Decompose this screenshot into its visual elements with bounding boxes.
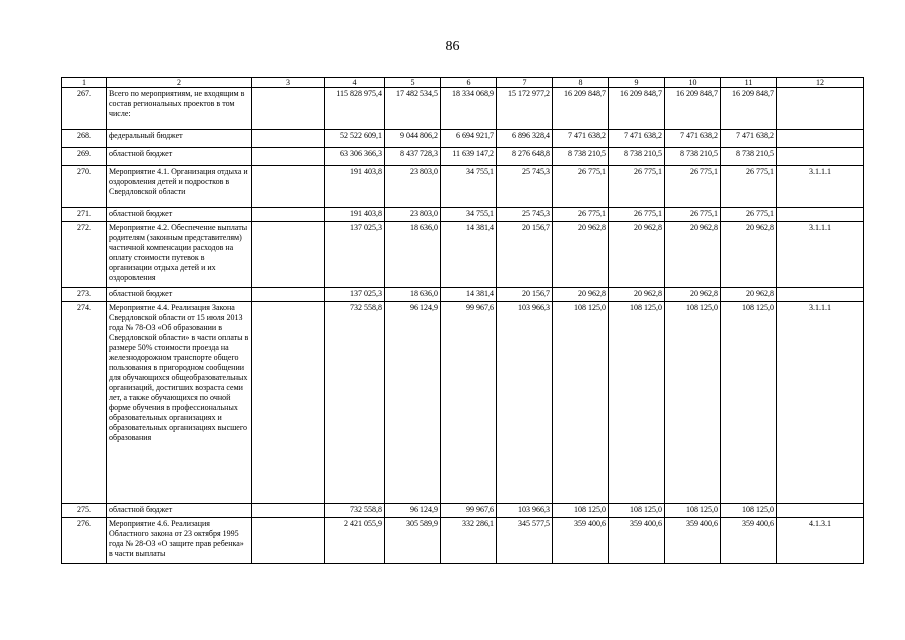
amount-cell: 26 775,1 — [721, 166, 777, 208]
page-number: 86 — [445, 39, 460, 54]
column-header: 7 — [497, 78, 553, 88]
amount-cell: 34 755,1 — [441, 208, 497, 222]
amount-cell: 8 738 210,5 — [553, 148, 609, 166]
column-header: 2 — [107, 78, 252, 88]
amount-cell: 20 962,8 — [721, 222, 777, 288]
row-number-cell: 275. — [62, 504, 107, 518]
amount-cell: 23 803,0 — [385, 166, 441, 208]
item-name-cell: Мероприятие 4.6. Реализация Областного закона от 23 октября 1995 года № 28-ОЗ «О защите прав ребенка» в части выплаты — [107, 518, 252, 564]
row-number-cell: 272. — [62, 222, 107, 288]
amount-cell: 108 125,0 — [665, 302, 721, 504]
amount-cell: 20 962,8 — [665, 288, 721, 302]
amount-cell: 108 125,0 — [721, 504, 777, 518]
amount-cell: 8 738 210,5 — [609, 148, 665, 166]
amount-cell: 20 962,8 — [553, 288, 609, 302]
amount-cell: 20 156,7 — [497, 222, 553, 288]
amount-cell: 8 437 728,3 — [385, 148, 441, 166]
target-code-cell: 4.1.3.1 — [777, 518, 864, 564]
column-header: 1 — [62, 78, 107, 88]
amount-cell: 23 803,0 — [385, 208, 441, 222]
amount-cell: 25 745,3 — [497, 166, 553, 208]
column-header: 11 — [721, 78, 777, 88]
amount-cell: 63 306 366,3 — [325, 148, 385, 166]
amount-cell: 9 044 806,2 — [385, 130, 441, 148]
amount-cell: 7 471 638,2 — [665, 130, 721, 148]
amount-cell: 359 400,6 — [665, 518, 721, 564]
target-code-cell — [777, 288, 864, 302]
amount-cell: 26 775,1 — [553, 208, 609, 222]
column-3-cell — [252, 222, 325, 288]
column-header: 3 — [252, 78, 325, 88]
amount-cell: 108 125,0 — [609, 504, 665, 518]
amount-cell: 732 558,8 — [325, 504, 385, 518]
amount-cell: 305 589,9 — [385, 518, 441, 564]
row-number-cell: 267. — [62, 88, 107, 130]
table-row — [62, 166, 864, 208]
amount-cell: 6 694 921,7 — [441, 130, 497, 148]
amount-cell: 137 025,3 — [325, 288, 385, 302]
row-number-cell: 273. — [62, 288, 107, 302]
target-code-cell: 3.1.1.1 — [777, 166, 864, 208]
amount-cell: 26 775,1 — [553, 166, 609, 208]
amount-cell: 26 775,1 — [665, 208, 721, 222]
column-header: 9 — [609, 78, 665, 88]
amount-cell: 108 125,0 — [553, 302, 609, 504]
amount-cell: 17 482 534,5 — [385, 88, 441, 130]
amount-cell: 359 400,6 — [553, 518, 609, 564]
amount-cell: 20 962,8 — [609, 288, 665, 302]
item-name-cell: областной бюджет — [107, 208, 252, 222]
column-header: 4 — [325, 78, 385, 88]
table-row — [62, 504, 864, 518]
column-3-cell — [252, 88, 325, 130]
target-code-cell: 3.1.1.1 — [777, 302, 864, 504]
amount-cell: 96 124,9 — [385, 504, 441, 518]
table-row — [62, 130, 864, 148]
column-header: 6 — [441, 78, 497, 88]
target-code-cell — [777, 88, 864, 130]
amount-cell: 6 896 328,4 — [497, 130, 553, 148]
amount-cell: 99 967,6 — [441, 504, 497, 518]
column-3-cell — [252, 288, 325, 302]
row-number-cell: 270. — [62, 166, 107, 208]
amount-cell: 14 381,4 — [441, 288, 497, 302]
amount-cell: 26 775,1 — [721, 208, 777, 222]
amount-cell: 103 966,3 — [497, 504, 553, 518]
amount-cell: 103 966,3 — [497, 302, 553, 504]
amount-cell: 96 124,9 — [385, 302, 441, 504]
amount-cell: 7 471 638,2 — [721, 130, 777, 148]
row-number-cell: 269. — [62, 148, 107, 166]
amount-cell: 8 738 210,5 — [721, 148, 777, 166]
item-name-cell: Мероприятие 4.2. Обеспечение выплаты родителям (законным представителям) частичной компенсации расходов на оплату стоимости путевок в организации отдыха детей и их оздоровления — [107, 222, 252, 288]
row-number-cell: 268. — [62, 130, 107, 148]
amount-cell: 20 962,8 — [721, 288, 777, 302]
table-row — [62, 208, 864, 222]
column-3-cell — [252, 302, 325, 504]
column-3-cell — [252, 166, 325, 208]
target-code-cell — [777, 130, 864, 148]
amount-cell: 108 125,0 — [665, 504, 721, 518]
amount-cell: 11 639 147,2 — [441, 148, 497, 166]
column-header: 12 — [777, 78, 864, 88]
amount-cell: 191 403,8 — [325, 166, 385, 208]
table-row — [62, 222, 864, 288]
row-number-cell: 271. — [62, 208, 107, 222]
column-3-cell — [252, 518, 325, 564]
amount-cell: 18 636,0 — [385, 288, 441, 302]
amount-cell: 20 962,8 — [665, 222, 721, 288]
column-header: 10 — [665, 78, 721, 88]
amount-cell: 26 775,1 — [665, 166, 721, 208]
amount-cell: 732 558,8 — [325, 302, 385, 504]
table-row — [62, 88, 864, 130]
amount-cell: 14 381,4 — [441, 222, 497, 288]
amount-cell: 16 209 848,7 — [665, 88, 721, 130]
amount-cell: 26 775,1 — [609, 166, 665, 208]
item-name-cell: областной бюджет — [107, 288, 252, 302]
amount-cell: 18 334 068,9 — [441, 88, 497, 130]
row-number-cell: 274. — [62, 302, 107, 504]
amount-cell: 108 125,0 — [721, 302, 777, 504]
amount-cell: 359 400,6 — [609, 518, 665, 564]
target-code-cell — [777, 208, 864, 222]
amount-cell: 8 738 210,5 — [665, 148, 721, 166]
amount-cell: 18 636,0 — [385, 222, 441, 288]
amount-cell: 99 967,6 — [441, 302, 497, 504]
item-name-cell: Всего по мероприятиям, не входящим в состав региональных проектов в том числе: — [107, 88, 252, 130]
amount-cell: 115 828 975,4 — [325, 88, 385, 130]
row-number-cell: 276. — [62, 518, 107, 564]
table-row — [62, 518, 864, 564]
header-row — [62, 78, 864, 88]
amount-cell: 7 471 638,2 — [553, 130, 609, 148]
column-3-cell — [252, 130, 325, 148]
amount-cell: 20 962,8 — [609, 222, 665, 288]
target-code-cell — [777, 148, 864, 166]
amount-cell: 52 522 609,1 — [325, 130, 385, 148]
amount-cell: 25 745,3 — [497, 208, 553, 222]
column-3-cell — [252, 208, 325, 222]
target-code-cell: 3.1.1.1 — [777, 222, 864, 288]
item-name-cell: Мероприятие 4.1. Организация отдыха и оздоровления детей и подростков в Свердловской области — [107, 166, 252, 208]
amount-cell: 359 400,6 — [721, 518, 777, 564]
amount-cell: 332 286,1 — [441, 518, 497, 564]
amount-cell: 34 755,1 — [441, 166, 497, 208]
column-3-cell — [252, 504, 325, 518]
amount-cell: 20 962,8 — [553, 222, 609, 288]
amount-cell: 26 775,1 — [609, 208, 665, 222]
item-name-cell: областной бюджет — [107, 148, 252, 166]
amount-cell: 345 577,5 — [497, 518, 553, 564]
column-3-cell — [252, 148, 325, 166]
amount-cell: 137 025,3 — [325, 222, 385, 288]
amount-cell: 7 471 638,2 — [609, 130, 665, 148]
amount-cell: 108 125,0 — [553, 504, 609, 518]
table-row — [62, 302, 864, 504]
amount-cell: 191 403,8 — [325, 208, 385, 222]
amount-cell: 108 125,0 — [609, 302, 665, 504]
item-name-cell: областной бюджет — [107, 504, 252, 518]
item-name-cell: федеральный бюджет — [107, 130, 252, 148]
amount-cell: 16 209 848,7 — [721, 88, 777, 130]
amount-cell: 8 276 648,8 — [497, 148, 553, 166]
amount-cell: 16 209 848,7 — [609, 88, 665, 130]
column-header: 8 — [553, 78, 609, 88]
amount-cell: 16 209 848,7 — [553, 88, 609, 130]
item-name-cell: Мероприятие 4.4. Реализация Закона Свердловской области от 15 июля 2013 года № 78-ОЗ «Об образовании в Свердловской области» в части оплаты в размере 50% стоимости проезда на железнодорожном транспорте общего пользования в пригородном сообщении для обучающихся общеобразовательных организаций, достигших возраста семи лет, а также обучающихся по очной форме обучения в профессиональных образовательных организациях и образовательных организациях высшего образования — [107, 302, 252, 504]
program-table — [61, 77, 864, 564]
amount-cell: 2 421 055,9 — [325, 518, 385, 564]
column-header: 5 — [385, 78, 441, 88]
table-row — [62, 288, 864, 302]
target-code-cell — [777, 504, 864, 518]
amount-cell: 20 156,7 — [497, 288, 553, 302]
table-row — [62, 148, 864, 166]
amount-cell: 15 172 977,2 — [497, 88, 553, 130]
